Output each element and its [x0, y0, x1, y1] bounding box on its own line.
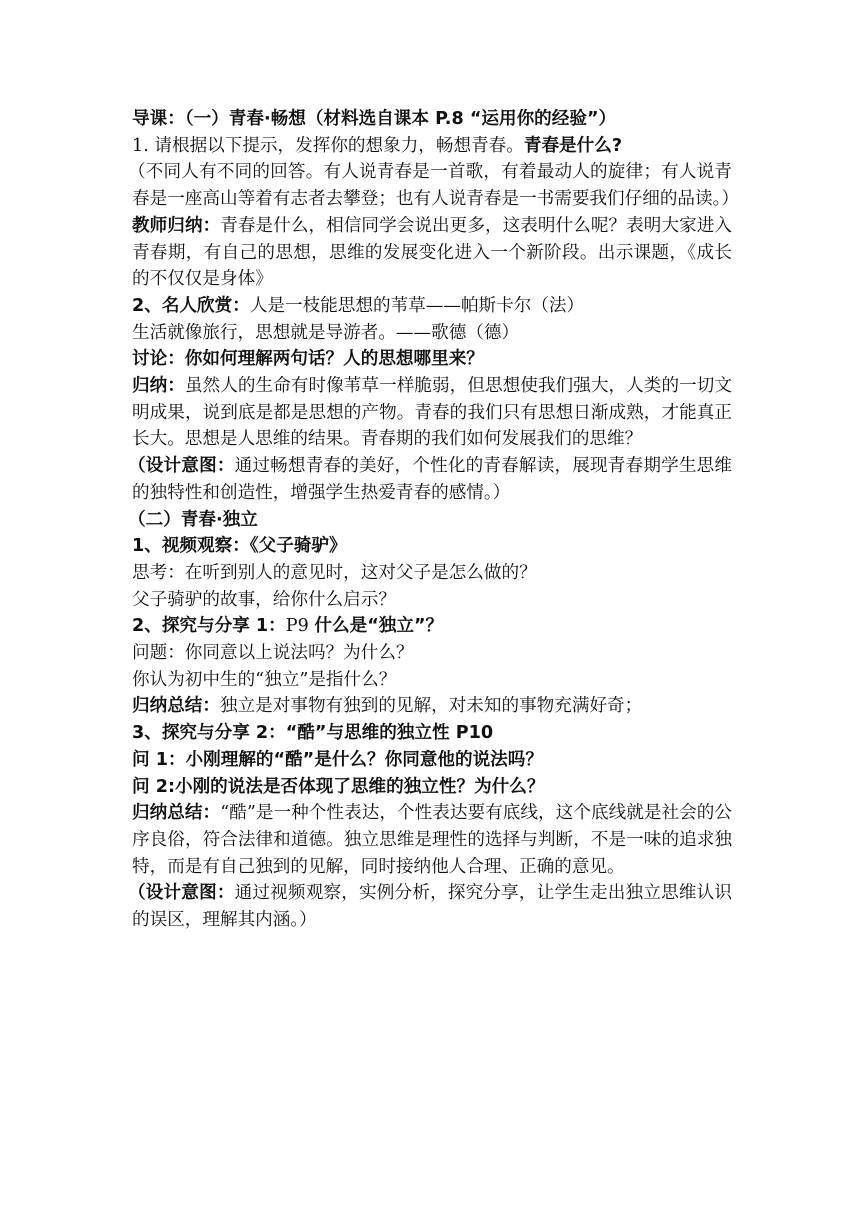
teacher-summary	[132, 213, 732, 293]
famous-quote-label: 2、名人欣赏：	[132, 295, 250, 316]
think-question-1	[132, 560, 732, 587]
question-1-answer-text: （不同人有不同的回答。有人说青春是一首歌，有着最动人的旋律；有人说青春是一座高山等着有志者去攀登；也有人说青春是一书需要我们仔细的品读。）	[128, 162, 739, 210]
video-observation-text: 1、视频观察：《父子骑驴》	[132, 536, 347, 557]
question-a	[132, 747, 732, 774]
summary-2-label: 归纳总结：	[132, 696, 220, 717]
summary-2-text: 独立是对事物有独到的见解，对未知的事物充满好奇；	[219, 696, 643, 717]
problem-1-text: 问题：你同意以上说法吗？为什么？	[132, 643, 414, 664]
design-intent-2	[128, 880, 732, 933]
think-question-1-text: 思考：在听到别人的意见时，这对父子是怎么做的？	[132, 562, 537, 583]
summary-1-text: 虽然人的生命有时像苇草一样脆弱，但思想使我们强大，人类的一切文明成果，说到底是都是思想的产物。青春的我们只有思想日渐成熟，才能真正长大。思想是人思维的结果。青春期的我们如何发展我们的思维？	[132, 376, 732, 450]
question-1-emphasis: 青春是什么?	[523, 135, 623, 156]
summary-3-label: 归纳总结：	[132, 803, 221, 824]
question-b	[132, 774, 732, 801]
design-intent-1-text: 通过畅想青春的美好，个性化的青春解读，展现青春期学生思维的独特性和创造性，增强学生热爱青春的感情。）	[132, 456, 732, 503]
explore-share-1-question: 什么是“独立”？	[314, 616, 444, 637]
summary-3	[132, 800, 732, 880]
discussion	[132, 346, 732, 373]
question-a-text: 问 1：小刚理解的“酷”是什么？你同意他的说法吗？	[132, 749, 543, 770]
question-1-answer	[128, 159, 739, 212]
famous-quote-2	[132, 320, 732, 347]
question-1-text: 1. 请根据以下提示，发挥你的想象力，畅想青春。	[132, 135, 524, 156]
design-intent-1	[128, 453, 732, 506]
teacher-summary-text: 青春是什么，相信同学会说出更多，这表明什么呢？表明大家进入青春期，有自己的思想，思维的发展变化进入一个新阶段。出示课题，《成长的不仅仅是身体》	[132, 215, 732, 290]
document-body	[128, 106, 739, 934]
intro-heading	[132, 106, 732, 133]
summary-1	[132, 373, 732, 453]
teacher-summary-label: 教师归纳：	[132, 215, 221, 236]
design-intent-1-label: （设计意图：	[128, 456, 235, 477]
video-observation	[132, 533, 732, 560]
think-question-2	[132, 587, 732, 614]
explore-share-1-label: 2、探究与分享 1：	[132, 616, 286, 637]
section-2-heading	[128, 507, 732, 534]
design-intent-2-label: （设计意图：	[128, 883, 235, 904]
question-b-text: 问 2:小刚的说法是否体现了思维的独立性？为什么？	[132, 776, 545, 797]
famous-quote-2-text: 生活就像旅行，思想就是导游者。——歌德（德）	[132, 322, 520, 343]
question-1	[132, 133, 732, 160]
explore-share-2	[132, 720, 732, 747]
problem-2-text: 你认为初中生的“独立”是指什么？	[132, 669, 397, 690]
explore-share-2-text: 3、探究与分享 2：“酷”与思维的独立性 P10	[132, 723, 494, 744]
problem-2	[132, 667, 732, 694]
design-intent-2-text: 通过视频观察，实例分析，探究分享，让学生走出独立思维认识的误区，理解其内涵。）	[132, 883, 732, 931]
famous-quote-1-text: 人是一枝能思想的苇草——帕斯卡尔（法）	[249, 295, 585, 316]
discussion-text: 讨论：你如何理解两句话？人的思想哪里来？	[132, 349, 484, 370]
summary-1-label: 归纳：	[132, 376, 185, 397]
problem-1	[132, 640, 732, 667]
intro-heading-text: 导课：（一）青春·畅想（材料选自课本 P.8 “运用你的经验”）	[132, 109, 617, 129]
section-2-heading-text: （二）青春·独立	[128, 509, 258, 530]
explore-share-1	[132, 613, 732, 640]
summary-3-text: “酷”是一种个性表达，个性表达要有底线，这个底线就是社会的公序良俗，符合法律和道德。独立思维是理性的选择与判断，不是一味的追求独特，而是有自己独到的见解，同时接纳他人合理、正确的意见。	[132, 803, 732, 877]
famous-quote-1	[132, 293, 732, 320]
explore-share-1-page: P9	[285, 616, 315, 637]
think-question-2-text: 父子骑驴的故事，给你什么启示？	[132, 589, 396, 610]
summary-2	[132, 693, 732, 720]
